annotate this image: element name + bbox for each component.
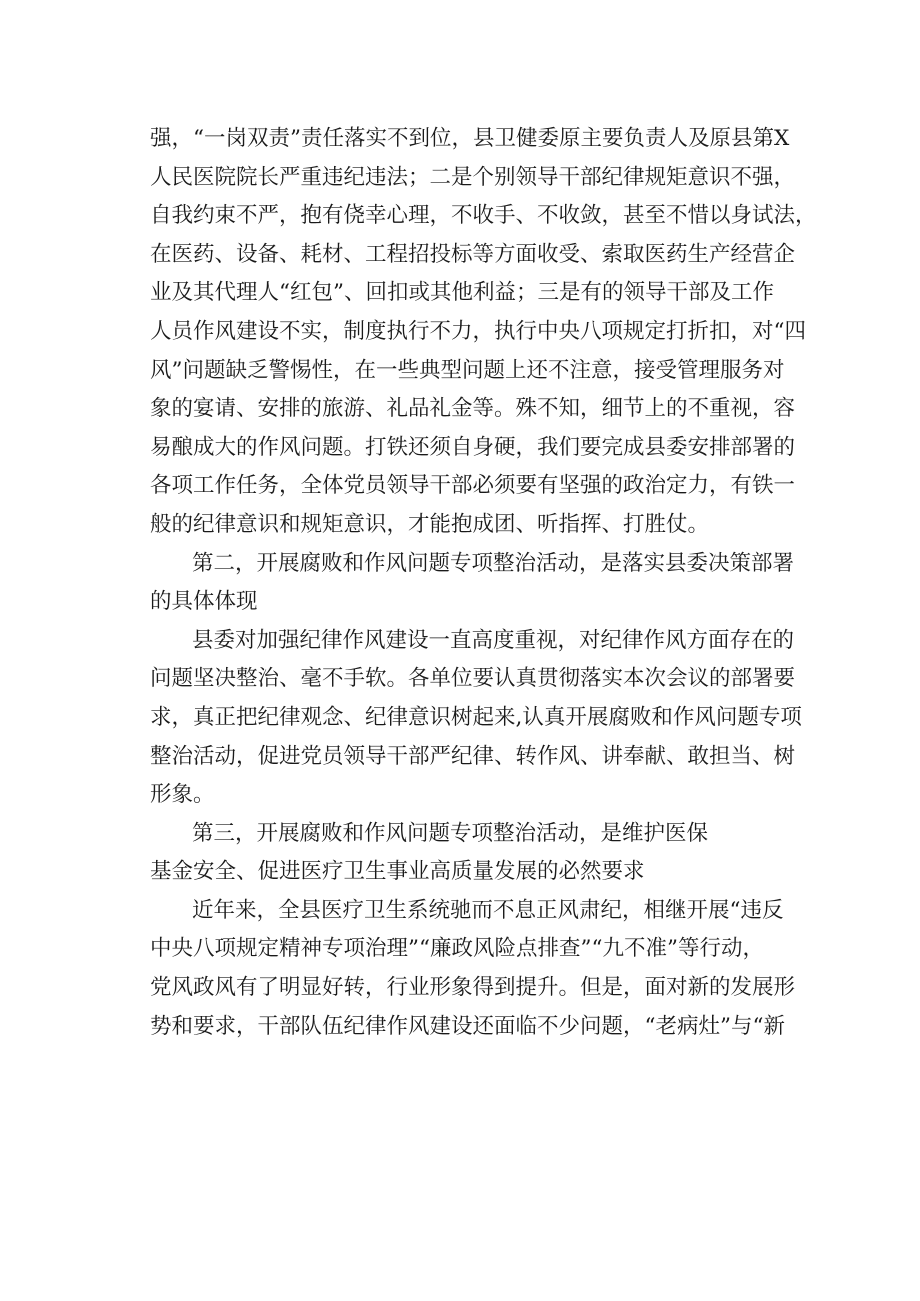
text-line: 强，“一岗双责”责任落实不到位，县卫健委原主要负责人及原县第X <box>150 126 790 151</box>
text-line: 人民医院院长严重违纪违法；二是个别领导干部纪律规矩意识不强， <box>150 164 796 190</box>
text-line: 各项工作任务，全体党员领导干部必须要有坚强的政治定力，有铁一 <box>150 473 796 499</box>
heading-line: 的具体体现 <box>150 589 258 615</box>
text-line: 求，真正把纪律观念、纪律意识树起来,认真开展腐败和作风问题专项 <box>150 704 802 730</box>
paragraph-3 <box>150 892 800 1046</box>
text-line: 问题坚决整治、毫不手软。各单位要认真贯彻落实本次会议的部署要 <box>150 666 796 692</box>
text-line: 党风政风有了明显好转，行业形象得到提升。但是，面对新的发展形 <box>150 975 796 1001</box>
paragraph-continuation <box>150 120 817 545</box>
text-line: 象的宴请、安排的旅游、礼品礼金等。殊不知，细节上的不重视，容 <box>150 396 796 422</box>
heading-line: 第二，开展腐败和作风问题专项整治活动，是落实县委决策部署 <box>192 550 795 576</box>
text-line: 易酿成大的作风问题。打铁还须自身硬，我们要完成县委安排部署的 <box>150 434 796 460</box>
text-line: 整治活动，促进党员领导干部严纪律、转作风、讲奉献、敢担当、树 <box>150 743 796 769</box>
heading-line: 第三，开展腐败和作风问题专项整治活动，是维护医保 <box>192 820 709 846</box>
paragraph-2 <box>150 622 800 815</box>
section-heading-2 <box>150 545 800 622</box>
text-line: 业及其代理人“红包”、回扣或其他利益；三是有的领导干部及工作 <box>150 280 774 306</box>
heading-line: 基金安全、促进医疗卫生事业高质量发展的必然要求 <box>150 859 645 885</box>
document-body <box>150 120 817 1046</box>
section-heading-3 <box>150 815 800 892</box>
text-line: 势和要求，干部队伍纪律作风建设还面临不少问题，“老病灶”与“新 <box>150 1013 785 1039</box>
text-line: 近年来，全县医疗卫生系统驰而不息正风肃纪，相继开展“违反 <box>192 897 784 923</box>
text-line: 形象。 <box>150 782 215 808</box>
text-line: 风”问题缺乏警惕性，在一些典型问题上还不注意，接受管理服务对 <box>150 357 785 383</box>
text-line: 般的纪律意识和规矩意识，才能抱成团、听指挥、打胜仗。 <box>150 511 710 537</box>
text-line: 自我约束不严，抱有侥幸心理，不收手、不收敛，甚至不惜以身试法， <box>150 203 817 229</box>
text-line: 人员作风建设不实，制度执行不力，执行中央八项规定打折扣，对“四 <box>150 318 806 344</box>
text-line: 中央八项规定精神专项治理”“廉政风险点排查”“九不准”等行动， <box>150 936 764 962</box>
text-line: 县委对加强纪律作风建设一直高度重视，对纪律作风方面存在的 <box>192 627 795 653</box>
text-line: 在医药、设备、耗材、工程招投标等方面收受、索取医药生产经营企 <box>150 241 796 267</box>
